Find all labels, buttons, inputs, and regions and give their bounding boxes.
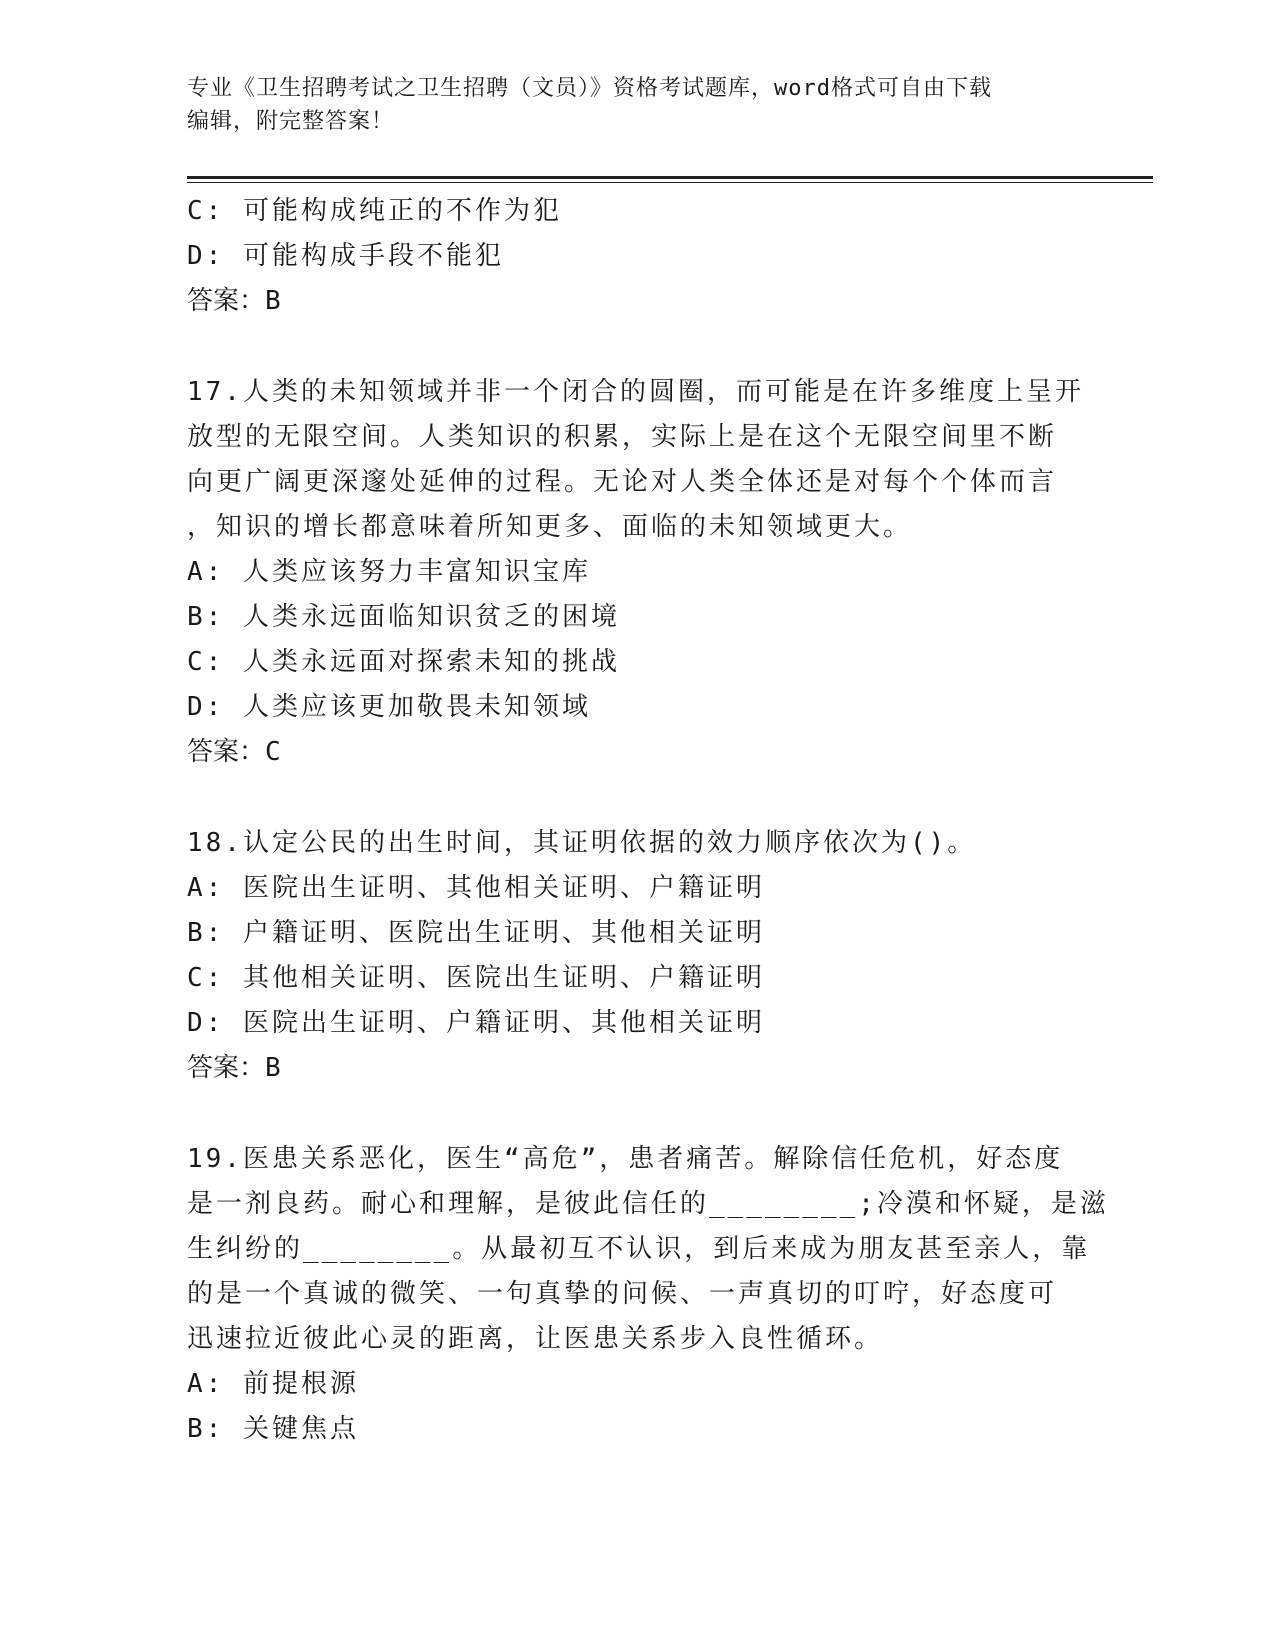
answer-option: A: 医院出生证明、其他相关证明、户籍证明 <box>187 873 765 903</box>
question-list <box>187 189 1109 1452</box>
question-stem-line: 17.人类的未知领域并非一个闭合的圆圈，而可能是在许多维度上呈开 <box>187 377 1084 407</box>
question-stem-line: 向更广阔更深邃处延伸的过程。无论对人类全体还是对每个个体而言 <box>187 467 1058 497</box>
answer-line <box>187 730 1087 775</box>
answer-option: A: 前提根源 <box>187 1369 359 1399</box>
question-stem-line: ，知识的增长都意味着所知更多、面临的未知领域更大。 <box>187 512 913 542</box>
answer-label: 答案： <box>187 737 266 767</box>
header-divider-thin <box>187 182 1153 183</box>
question-block <box>187 1137 1109 1452</box>
answer-option: C: 可能构成纯正的不作为犯 <box>187 196 562 226</box>
answer-option: D: 医院出生证明、户籍证明、其他相关证明 <box>187 1008 765 1038</box>
header-divider-thick <box>187 176 1153 179</box>
block-spacer <box>187 775 1087 821</box>
block-spacer <box>187 1091 1087 1137</box>
header-line-2: 编辑，附完整答案！ <box>187 109 395 134</box>
answer-option: B: 户籍证明、医院出生证明、其他相关证明 <box>187 918 765 948</box>
question-stem-line: 生纠纷的________。从最初互不认识，到后来成为朋友甚至亲人，靠 <box>187 1234 1091 1264</box>
answer-value: B <box>265 286 284 316</box>
question-block <box>187 821 1087 1091</box>
answer-option: D: 可能构成手段不能犯 <box>187 241 504 271</box>
answer-option: C: 其他相关证明、医院出生证明、户籍证明 <box>187 963 765 993</box>
header-line-1: 专业《卫生招聘考试之卫生招聘（文员）》资格考试题库，word格式可自由下载 <box>187 76 992 101</box>
answer-line <box>187 279 1087 324</box>
question-stem-line: 的是一个真诚的微笑、一句真挚的问候、一声真切的叮咛，好态度可 <box>187 1279 1058 1309</box>
block-spacer <box>187 324 1087 370</box>
answer-option: D: 人类应该更加敬畏未知领域 <box>187 692 591 722</box>
question-block <box>187 370 1087 775</box>
question-stem-line: 18.认定公民的出生时间，其证明依据的效力顺序依次为()。 <box>187 828 977 858</box>
question-stem-line: 19.医患关系恶化，医生“高危”，患者痛苦。解除信任危机，好态度 <box>187 1144 1064 1174</box>
question-stem-line: 是一剂良药。耐心和理解，是彼此信任的________;冷漠和怀疑，是滋 <box>187 1189 1109 1219</box>
answer-label: 答案： <box>187 286 266 316</box>
answer-line <box>187 1046 1087 1091</box>
answer-option: A: 人类应该努力丰富知识宝库 <box>187 557 591 587</box>
page-header <box>187 72 1067 138</box>
answer-option: C: 人类永远面对探索未知的挑战 <box>187 647 620 677</box>
question-stem-line: 迅速拉近彼此心灵的距离，让医患关系步入良性循环。 <box>187 1324 884 1354</box>
question-stem-line: 放型的无限空间。人类知识的积累，实际上是在这个无限空间里不断 <box>187 422 1058 452</box>
answer-value: B <box>265 1053 284 1083</box>
question-continuation <box>187 189 1087 324</box>
answer-option: B: 人类永远面临知识贫乏的困境 <box>187 602 620 632</box>
answer-value: C <box>265 737 284 767</box>
answer-label: 答案： <box>187 1053 266 1083</box>
answer-option: B: 关键焦点 <box>187 1414 359 1444</box>
